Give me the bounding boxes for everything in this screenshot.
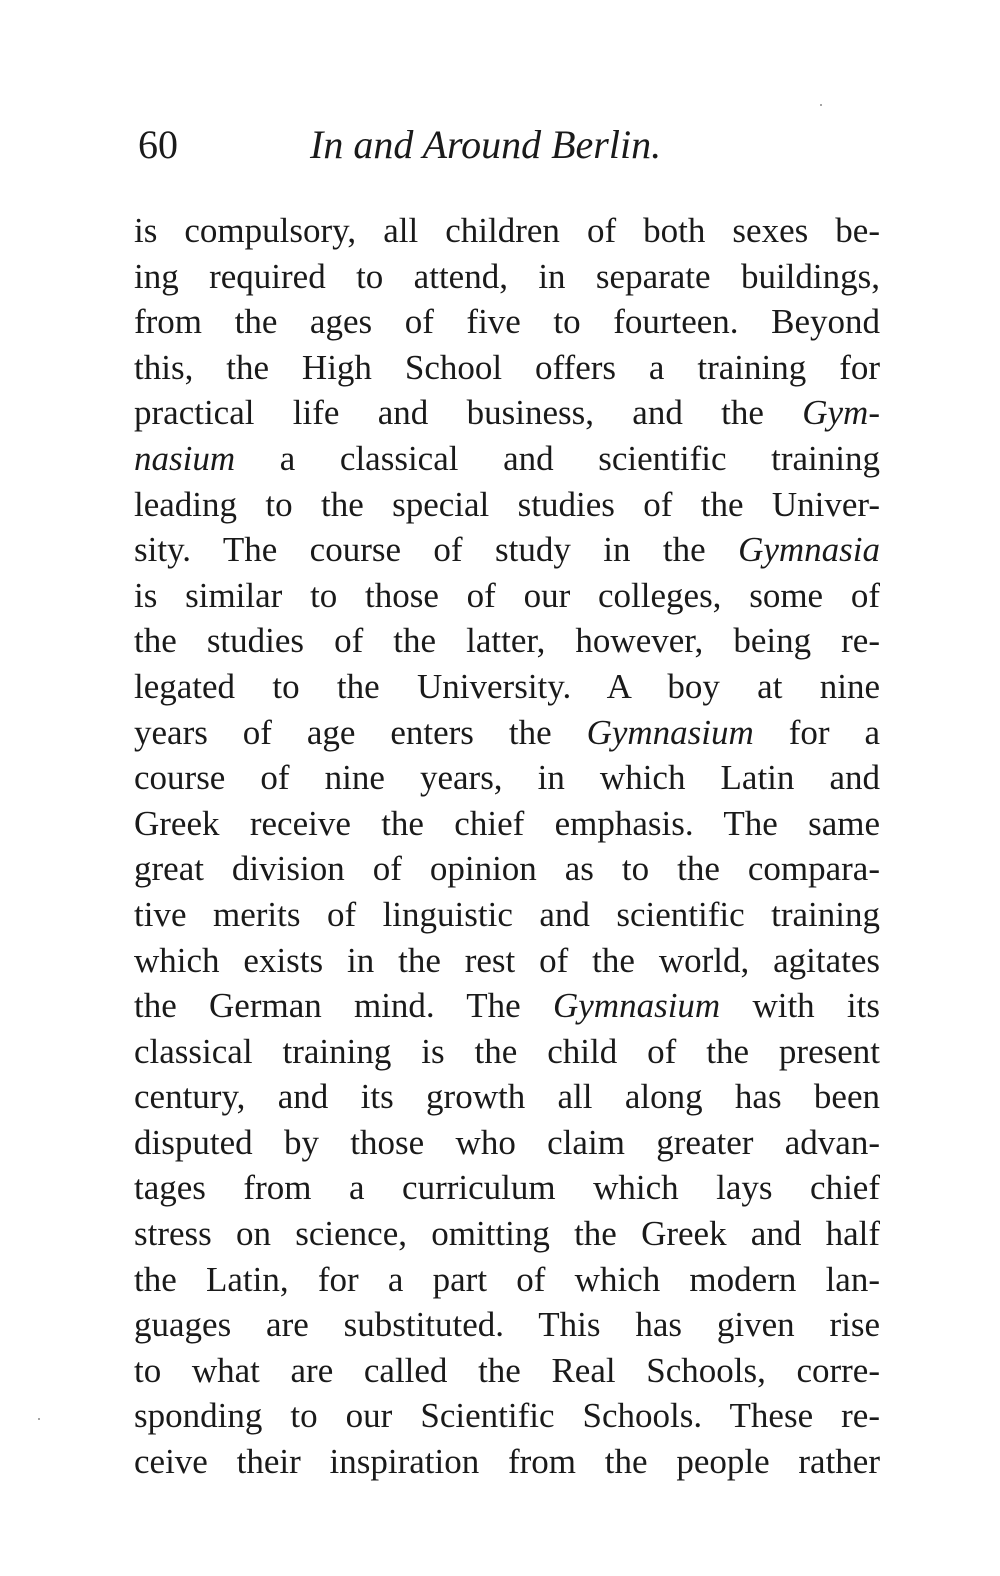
text-segment: ing required to attend, in separate buildings, <box>134 256 880 296</box>
text-segment: tages from a curriculum which lays chief <box>134 1168 880 1208</box>
text-segment: which exists in the rest of the world, agitates <box>134 940 880 980</box>
italic-text-segment: nasium <box>134 438 236 478</box>
text-line <box>134 1439 880 1485</box>
text-line <box>134 618 880 664</box>
text-line <box>134 1302 880 1348</box>
text-line <box>134 801 880 847</box>
paper-speck <box>38 1418 40 1420</box>
text-line <box>134 710 880 756</box>
text-segment: a classical and scientific training <box>235 438 880 478</box>
text-segment: course of nine years, in which Latin and <box>134 758 880 798</box>
text-segment: the Latin, for a part of which modern lan- <box>134 1259 880 1299</box>
text-line <box>134 1029 880 1075</box>
text-segment: guages are substituted. This has given rise <box>134 1305 880 1345</box>
text-line <box>134 1165 880 1211</box>
text-line <box>134 208 880 254</box>
text-line <box>134 846 880 892</box>
text-segment: leading to the special studies of the Univer- <box>134 484 880 524</box>
text-line <box>134 482 880 528</box>
text-segment: Greek receive the chief emphasis. The same <box>134 803 880 843</box>
text-segment: to what are called the Real Schools, corre- <box>134 1350 880 1390</box>
text-line <box>134 1211 880 1257</box>
italic-text-segment: Gymnasia <box>738 530 880 570</box>
text-segment: the studies of the latter, however, being re- <box>134 621 880 661</box>
text-line <box>134 1348 880 1394</box>
text-line <box>134 664 880 710</box>
text-segment: is similar to those of our colleges, some of <box>134 575 880 615</box>
text-line <box>134 436 880 482</box>
text-line <box>134 573 880 619</box>
text-segment: the German mind. The <box>134 986 553 1026</box>
text-line <box>134 527 880 573</box>
text-segment: stress on science, omitting the Greek and half <box>134 1214 880 1254</box>
text-segment: practical life and business, and the <box>134 393 803 433</box>
text-segment: sity. The course of study in the <box>134 530 739 570</box>
text-line <box>134 938 880 984</box>
text-segment: years of age enters the <box>134 712 587 752</box>
text-line <box>134 755 880 801</box>
text-line <box>134 390 880 436</box>
text-segment: sponding to our Scientific Schools. These re- <box>134 1396 880 1436</box>
text-segment: classical training is the child of the present <box>134 1031 880 1071</box>
text-segment: legated to the University. A boy at nine <box>134 666 880 706</box>
body-text <box>134 208 880 1485</box>
italic-text-segment: Gym- <box>802 393 880 433</box>
text-line <box>134 1393 880 1439</box>
text-line <box>134 345 880 391</box>
text-line <box>134 1257 880 1303</box>
text-line <box>134 254 880 300</box>
text-line <box>134 299 880 345</box>
text-segment: for a <box>753 712 880 752</box>
text-line <box>134 892 880 938</box>
text-line <box>134 1120 880 1166</box>
text-segment: great division of opinion as to the compara- <box>134 849 880 889</box>
text-segment: this, the High School offers a training for <box>134 347 880 387</box>
text-segment: with its <box>720 986 880 1026</box>
paper-speck <box>820 104 822 106</box>
text-segment: disputed by those who claim greater advan- <box>134 1122 880 1162</box>
text-segment: is compulsory, all children of both sexes be- <box>134 211 880 250</box>
text-line <box>134 1074 880 1120</box>
page-header <box>134 120 880 170</box>
text-segment: from the ages of five to fourteen. Beyond <box>134 302 880 342</box>
text-segment: ceive their inspiration from the people rather <box>134 1442 880 1482</box>
text-segment: tive merits of linguistic and scientific training <box>134 894 880 934</box>
page-number: 60 <box>138 122 178 167</box>
italic-text-segment: Gymnasium <box>586 712 754 752</box>
text-line <box>134 983 880 1029</box>
italic-text-segment: Gymnasium <box>552 986 721 1026</box>
text-segment: century, and its growth all along has been <box>134 1077 880 1117</box>
running-title: In and Around Berlin. <box>310 122 662 167</box>
